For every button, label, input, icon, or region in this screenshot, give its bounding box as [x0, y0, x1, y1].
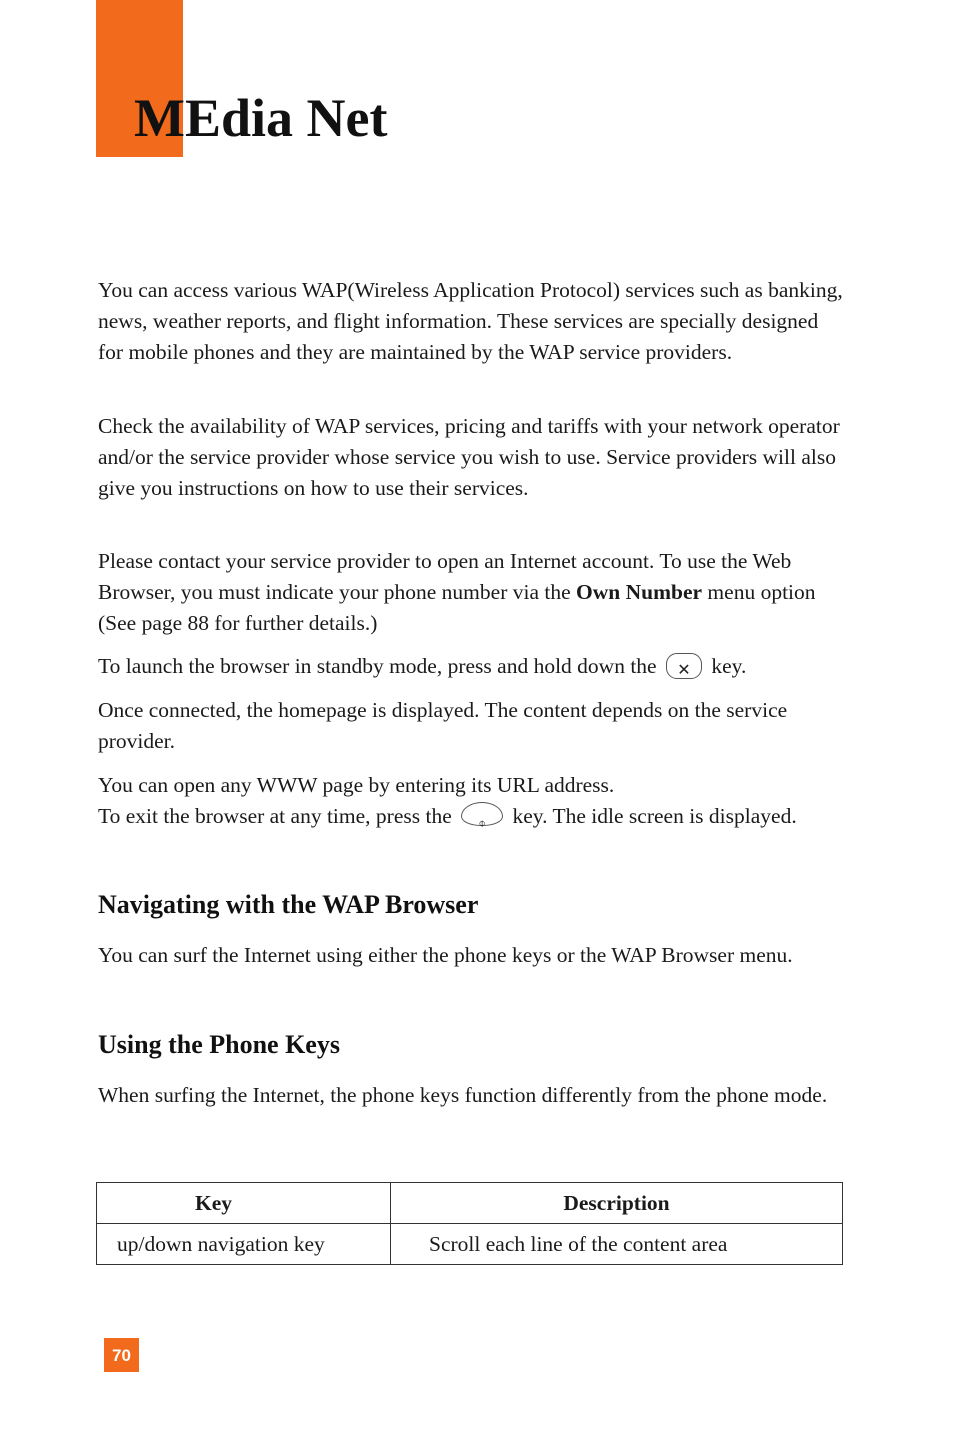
- table-cell-key: up/down navigation key: [97, 1224, 391, 1265]
- launch-text-a: To launch the browser in standby mode, press and hold down the: [98, 654, 657, 678]
- end-call-key-icon: ⌽: [461, 802, 503, 826]
- table-header-key: Key: [97, 1183, 391, 1224]
- section-heading-navigating: Navigating with the WAP Browser: [98, 890, 479, 919]
- table-row: [97, 1224, 843, 1265]
- account-text-a: Please contact your service provider to open an Internet account. To use the Web Browser, you must indicate your phone number via the: [98, 549, 792, 604]
- phone-keys-paragraph: When surfing the Internet, the phone keys function differently from the phone mode.: [98, 1083, 828, 1107]
- table-header-description: Description: [391, 1183, 843, 1224]
- table-cell-description: Scroll each line of the content area: [391, 1224, 843, 1265]
- page-number: 70: [104, 1338, 139, 1372]
- navigating-paragraph: You can surf the Internet using either the phone keys or the WAP Browser menu.: [98, 943, 793, 967]
- exit-paragraph: [98, 770, 843, 832]
- phone-keys-table: [96, 1182, 843, 1265]
- launch-paragraph: [98, 651, 858, 682]
- exit-text-b: key. The idle screen is displayed.: [512, 803, 797, 828]
- table-header-row: [97, 1183, 843, 1224]
- url-text: You can open any WWW page by entering its URL address.: [98, 773, 615, 797]
- connected-paragraph: Once connected, the homepage is displayed. The content depends on the service provider.: [98, 698, 788, 753]
- exit-text-a: To exit the browser at any time, press the: [98, 803, 452, 828]
- account-text-b: menu option (See page 88 for further details.): [98, 579, 816, 635]
- page-title: MEdia Net: [134, 88, 388, 148]
- section-heading-phone-keys: Using the Phone Keys: [98, 1030, 340, 1059]
- account-paragraph: [98, 546, 843, 638]
- x-key-icon: ✕: [666, 653, 702, 679]
- own-number-term: Own Number: [576, 579, 703, 604]
- launch-text-b: key.: [711, 654, 747, 678]
- intro-paragraph: You can access various WAP(Wireless Application Protocol) services such as banking, news, weather reports, and flight information. These services are specially designed for mobile phones and they are maintained by the WAP service providers.: [98, 278, 843, 364]
- availability-paragraph: Check the availability of WAP services, pricing and tariffs with your network operator and/or the service provider whose service you wish to use. Service providers will also give you instructions on how to use their services.: [98, 414, 840, 500]
